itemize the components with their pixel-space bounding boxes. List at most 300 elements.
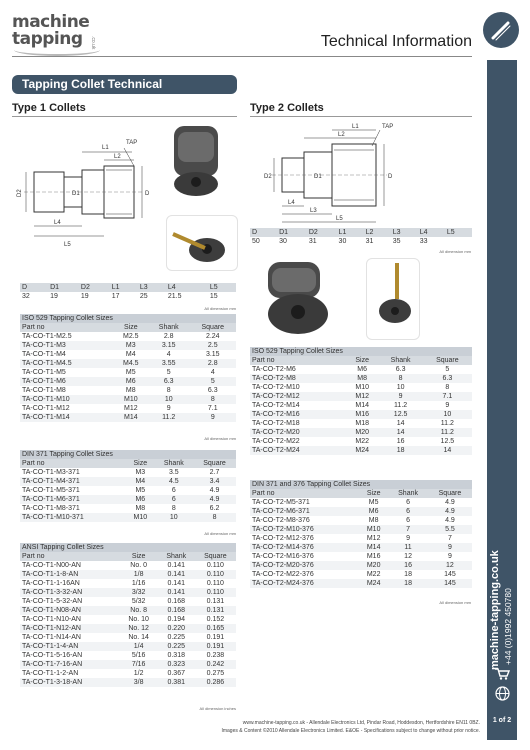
type1-label-l1: L1 bbox=[102, 145, 109, 151]
dims-cell: 19 bbox=[50, 293, 58, 300]
size-cell: 1/4 bbox=[120, 642, 158, 651]
square-cell: 11.2 bbox=[423, 428, 472, 437]
col-shank: Shank bbox=[155, 459, 194, 468]
shank-cell: 8 bbox=[171, 505, 176, 512]
shank-cell: 6 bbox=[155, 495, 194, 504]
square-cell: 5 bbox=[445, 366, 450, 373]
size-cell: M5 bbox=[368, 499, 379, 506]
iso-t2-caption: ISO 529 Tapping Collet Sizes bbox=[250, 347, 472, 356]
table-row bbox=[250, 437, 472, 446]
size-cell: No. 14 bbox=[128, 634, 149, 641]
size-cell: M4.5 bbox=[114, 359, 148, 368]
size-cell: 1/16 bbox=[131, 580, 146, 587]
table-row bbox=[250, 552, 472, 561]
type2-dims-note: All dimension mm bbox=[439, 249, 471, 254]
shank-cell: 4 bbox=[166, 351, 171, 358]
shank-cell: 7 bbox=[388, 525, 428, 534]
shank-cell: 0.220 bbox=[158, 624, 195, 633]
table-row bbox=[250, 507, 472, 516]
dims-col: D1 bbox=[277, 228, 307, 237]
square-cell: 4.9 bbox=[445, 517, 455, 524]
size-cell: M18 bbox=[355, 420, 369, 427]
table-row bbox=[20, 579, 236, 588]
table-row bbox=[250, 419, 472, 428]
dims-cell: 15 bbox=[209, 293, 218, 300]
square-cell: 0.165 bbox=[195, 624, 236, 633]
size-cell: M10 bbox=[355, 384, 369, 391]
shank-cell: 8 bbox=[379, 374, 423, 383]
square-cell: 7.1 bbox=[207, 405, 218, 412]
size-cell: M12 bbox=[123, 405, 138, 412]
dims-col: L2 bbox=[364, 228, 391, 237]
table-row bbox=[250, 365, 472, 374]
type1-label-l2: L2 bbox=[114, 154, 121, 160]
type1-dims-table bbox=[20, 283, 236, 301]
dims-col: L1 bbox=[337, 228, 364, 237]
part-no-cell: TA-CO-T1-N08-AN bbox=[20, 606, 120, 615]
square-cell: 0.238 bbox=[206, 652, 225, 659]
shank-cell: 0.141 bbox=[167, 580, 185, 587]
size-cell: No. 12 bbox=[120, 624, 158, 633]
size-cell: M2.5 bbox=[123, 333, 139, 340]
dims-cell: 17 bbox=[111, 293, 120, 300]
page-title: Technical Information bbox=[320, 33, 472, 50]
size-cell: M8 bbox=[135, 505, 146, 512]
dims-cell: 32 bbox=[22, 293, 30, 300]
square-cell: 8 bbox=[445, 384, 450, 391]
type2-label-d2: D2 bbox=[264, 174, 272, 180]
shank-cell: 11.2 bbox=[148, 413, 190, 422]
iso-t1-body bbox=[20, 332, 236, 422]
logo-sup: .co.uk bbox=[90, 36, 96, 50]
size-cell: 5/16 bbox=[131, 652, 146, 659]
dims-col: D1 bbox=[48, 283, 79, 292]
part-no-cell: TA-CO-T2-M14 bbox=[252, 402, 300, 409]
table-row bbox=[20, 570, 236, 579]
size-cell: M10 bbox=[126, 513, 154, 522]
ansi-t1-caption: ANSI Tapping Collet Sizes bbox=[20, 543, 236, 552]
shank-cell: 6 bbox=[406, 499, 411, 506]
square-cell: 2.24 bbox=[205, 333, 220, 340]
square-cell: 0.191 bbox=[195, 642, 236, 651]
din-t1-caption: DIN 371 Tapping Collet Sizes bbox=[20, 450, 236, 459]
col-shank: Shank bbox=[148, 323, 190, 332]
col-part: Part no bbox=[20, 552, 120, 561]
col-part: Part no bbox=[20, 323, 114, 332]
type2-dims-table bbox=[250, 228, 472, 246]
col-size: Size bbox=[126, 459, 154, 468]
shank-cell: 12.5 bbox=[379, 410, 423, 419]
dims-cell: 35 bbox=[392, 238, 401, 245]
square-cell: 0.242 bbox=[195, 660, 236, 669]
part-no-cell: TA-CO-T1-M3 bbox=[20, 341, 114, 350]
size-cell: M10 bbox=[114, 395, 148, 404]
size-cell: No. 10 bbox=[128, 616, 149, 623]
square-cell: 2.7 bbox=[209, 469, 220, 476]
din-t2-note: All dimension mm bbox=[439, 600, 471, 605]
square-cell: 0.152 bbox=[206, 616, 225, 623]
size-cell: 3/32 bbox=[120, 588, 158, 597]
square-cell: 0.131 bbox=[195, 606, 236, 615]
type2-collet-tap-photo bbox=[366, 258, 420, 340]
size-cell: 1/8 bbox=[120, 570, 158, 579]
size-cell: M14 bbox=[359, 543, 388, 552]
type2-label-l4: L4 bbox=[288, 200, 295, 206]
shank-cell: 11.2 bbox=[394, 402, 408, 409]
shank-cell: 0.318 bbox=[167, 652, 185, 659]
type2-label-l3: L3 bbox=[310, 208, 317, 214]
size-cell: 7/16 bbox=[120, 660, 158, 669]
table-row bbox=[20, 642, 236, 651]
table-row bbox=[250, 410, 472, 419]
square-cell: 2.8 bbox=[190, 359, 236, 368]
shank-cell: 12 bbox=[404, 553, 412, 560]
square-cell: 14 bbox=[423, 446, 472, 455]
table-row bbox=[20, 606, 236, 615]
table-row bbox=[20, 468, 236, 477]
size-cell: M10 bbox=[359, 525, 388, 534]
part-no-cell: TA-CO-T2-M12 bbox=[250, 392, 346, 401]
table-row bbox=[20, 651, 236, 660]
part-no-cell: TA-CO-T1-M10-371 bbox=[20, 513, 126, 522]
shank-cell: 0.141 bbox=[167, 562, 185, 569]
square-cell: 8 bbox=[193, 513, 236, 522]
type2-label-tap: TAP bbox=[382, 124, 394, 130]
dims-cell: 21.5 bbox=[167, 293, 182, 300]
type2-label-l2: L2 bbox=[338, 132, 345, 138]
shank-cell: 8 bbox=[166, 387, 171, 394]
din-t2-body bbox=[250, 498, 472, 588]
part-no-cell: TA-CO-T2-M24 bbox=[250, 446, 346, 455]
table-row bbox=[250, 374, 472, 383]
type2-label-d: D bbox=[388, 174, 393, 180]
dims-col: L4 bbox=[166, 283, 208, 292]
col-square: Square bbox=[193, 459, 236, 468]
header-rule bbox=[12, 56, 472, 57]
shank-cell: 0.367 bbox=[167, 670, 185, 677]
table-row bbox=[20, 495, 236, 504]
part-no-cell: TA-CO-T1-1-16AN bbox=[22, 580, 80, 587]
square-cell: 5.5 bbox=[428, 525, 472, 534]
shank-cell: 0.225 bbox=[158, 642, 195, 651]
size-cell: M22 bbox=[366, 571, 381, 578]
table-row bbox=[20, 404, 236, 413]
col-square: Square bbox=[423, 356, 472, 365]
square-cell: 6.3 bbox=[423, 374, 472, 383]
table-row bbox=[250, 570, 472, 579]
sidebar-url[interactable]: machine-tapping.co.uk bbox=[489, 550, 501, 670]
part-no-cell: TA-CO-T2-M18 bbox=[252, 420, 300, 427]
table-row bbox=[250, 525, 472, 534]
shank-cell: 14 bbox=[379, 428, 423, 437]
dims-cell: 31 bbox=[308, 238, 317, 245]
square-cell: 7.1 bbox=[423, 392, 472, 401]
type1-dims-row bbox=[20, 292, 236, 301]
size-cell: M14 bbox=[355, 402, 369, 409]
square-cell: 4.9 bbox=[209, 487, 220, 494]
square-cell: 9 bbox=[447, 553, 452, 560]
square-cell: 10 bbox=[423, 410, 472, 419]
size-cell: M6 bbox=[357, 366, 368, 373]
shank-cell: 0.194 bbox=[167, 616, 185, 623]
square-cell: 12.5 bbox=[440, 438, 455, 445]
size-cell: M22 bbox=[355, 438, 369, 445]
part-no-cell: TA-CO-T1-N12-AN bbox=[20, 624, 120, 633]
dims-cell: 33 bbox=[419, 238, 428, 245]
table-row bbox=[20, 359, 236, 368]
col-size: Size bbox=[359, 489, 388, 498]
square-cell: 9 bbox=[428, 543, 472, 552]
square-cell: 7 bbox=[447, 535, 452, 542]
ansi-t1-note: All dimension inches bbox=[199, 706, 236, 711]
shank-cell: 18 bbox=[379, 446, 423, 455]
ansi-t1-table bbox=[20, 543, 236, 687]
size-cell: M24 bbox=[346, 446, 379, 455]
dims-col: L5 bbox=[208, 283, 236, 292]
shank-cell: 18 bbox=[404, 571, 412, 578]
size-cell: M12 bbox=[366, 535, 381, 542]
square-cell: 3.15 bbox=[205, 351, 220, 358]
table-row bbox=[20, 678, 236, 687]
type2-label-d1: D1 bbox=[314, 174, 322, 180]
type2-title: Type 2 Collets bbox=[250, 102, 324, 114]
shank-cell: 10 bbox=[396, 384, 405, 391]
part-no-cell: TA-CO-T1-M5-371 bbox=[22, 487, 80, 494]
size-cell: M6 bbox=[114, 377, 148, 386]
part-no-cell: TA-CO-T1-M6-371 bbox=[20, 495, 126, 504]
square-cell: 11.2 bbox=[440, 420, 454, 427]
section-banner: Tapping Collet Technical bbox=[12, 75, 237, 94]
iso-t1-note: All dimension mm bbox=[204, 436, 236, 441]
part-no-cell: TA-CO-T1-1-2-AN bbox=[22, 670, 79, 677]
part-no-cell: TA-CO-T2-M10 bbox=[252, 384, 300, 391]
size-cell: M6 bbox=[359, 507, 388, 516]
globe-icon bbox=[495, 686, 510, 701]
part-no-cell: TA-CO-T1-M10 bbox=[20, 395, 114, 404]
square-cell: 0.110 bbox=[206, 562, 224, 569]
square-cell: 0.110 bbox=[206, 580, 224, 587]
square-cell: 0.275 bbox=[206, 670, 225, 677]
size-cell: No. 8 bbox=[120, 606, 158, 615]
table-row bbox=[20, 368, 236, 377]
table-row bbox=[20, 477, 236, 486]
table-row bbox=[20, 615, 236, 624]
dims-col: L5 bbox=[445, 228, 472, 237]
part-no-cell: TA-CO-T1-3-32-AN bbox=[20, 588, 120, 597]
part-no-cell: TA-CO-T2-M20 bbox=[250, 428, 346, 437]
table-row bbox=[20, 377, 236, 386]
table-row bbox=[250, 392, 472, 401]
square-cell: 9 bbox=[190, 413, 236, 422]
square-cell: 0.110 bbox=[195, 570, 236, 579]
shank-cell: 10 bbox=[148, 395, 190, 404]
square-cell: 0.110 bbox=[195, 588, 236, 597]
square-cell: 145 bbox=[444, 571, 456, 578]
dims-col: L3 bbox=[138, 283, 166, 292]
shank-cell: 9 bbox=[166, 405, 171, 412]
type1-label-d1: D1 bbox=[72, 191, 80, 197]
square-cell: 6.3 bbox=[207, 387, 218, 394]
table-row bbox=[250, 561, 472, 570]
table-row bbox=[20, 669, 236, 678]
shank-cell: 0.141 bbox=[158, 570, 195, 579]
part-no-cell: TA-CO-T2-M22-376 bbox=[252, 571, 314, 578]
table-row bbox=[250, 383, 472, 392]
size-cell: 3/8 bbox=[120, 678, 158, 687]
table-row bbox=[20, 332, 236, 341]
table-row bbox=[250, 534, 472, 543]
shank-cell: 3.55 bbox=[148, 359, 190, 368]
table-row bbox=[250, 516, 472, 525]
part-no-cell: TA-CO-T1-M3-371 bbox=[22, 469, 80, 476]
shank-cell: 16 bbox=[396, 438, 405, 445]
part-no-cell: TA-CO-T2-M20-376 bbox=[250, 561, 359, 570]
size-cell: M16 bbox=[366, 553, 381, 560]
type1-title: Type 1 Collets bbox=[12, 102, 86, 114]
shank-cell: 0.168 bbox=[158, 606, 195, 615]
type1-collet-photo bbox=[174, 126, 218, 196]
sidebar-phone: +44 (0)1992 450780 bbox=[503, 588, 513, 665]
din-t2-caption: DIN 371 and 376 Tapping Collet Sizes bbox=[250, 480, 472, 489]
type2-rule bbox=[250, 116, 472, 117]
logo-line1: machine bbox=[12, 12, 90, 32]
part-no-cell: TA-CO-T1-M5 bbox=[22, 369, 66, 376]
col-square: Square bbox=[190, 323, 236, 332]
part-no-cell: TA-CO-T2-M24-376 bbox=[250, 579, 359, 588]
table-row bbox=[20, 504, 236, 513]
part-no-cell: TA-CO-T1-5-32-AN bbox=[22, 598, 83, 605]
col-part: Part no bbox=[20, 459, 126, 468]
part-no-cell: TA-CO-T1-M12 bbox=[22, 405, 70, 412]
dims-col: D2 bbox=[307, 228, 337, 237]
size-cell: M6 bbox=[126, 495, 154, 504]
col-part: Part no bbox=[250, 489, 359, 498]
part-no-cell: TA-CO-T2-M6-371 bbox=[250, 507, 359, 516]
size-cell: M24 bbox=[359, 579, 388, 588]
logo bbox=[12, 10, 100, 56]
table-row bbox=[250, 428, 472, 437]
table-row bbox=[20, 561, 236, 570]
shank-cell: 9 bbox=[406, 535, 411, 542]
type2-dims-header bbox=[250, 228, 472, 237]
part-no-cell: TA-CO-T2-M16-376 bbox=[252, 553, 314, 560]
col-size: Size bbox=[120, 552, 158, 561]
dims-cell: 30 bbox=[279, 238, 287, 245]
dims-col: D bbox=[250, 228, 277, 237]
part-no-cell: TA-CO-T2-M10-376 bbox=[250, 525, 359, 534]
square-cell: 145 bbox=[428, 579, 472, 588]
shank-cell: 3.15 bbox=[148, 341, 190, 350]
square-cell: 4.9 bbox=[445, 499, 455, 506]
shank-cell: 10 bbox=[155, 513, 194, 522]
logo-line2: tapping bbox=[12, 29, 83, 49]
col-shank: Shank bbox=[388, 489, 428, 498]
size-cell: M16 bbox=[346, 410, 379, 419]
size-cell: M4 bbox=[125, 351, 136, 358]
part-no-cell: TA-CO-T1-M8-371 bbox=[22, 505, 80, 512]
dims-cell: 19 bbox=[80, 293, 89, 300]
shank-cell: 6.3 bbox=[148, 377, 190, 386]
square-cell: 3.4 bbox=[193, 477, 236, 486]
square-cell: 9 bbox=[445, 402, 450, 409]
table-row bbox=[20, 386, 236, 395]
table-row bbox=[20, 660, 236, 669]
din-t1-note: All dimension mm bbox=[204, 531, 236, 536]
shank-cell: 9 bbox=[379, 392, 423, 401]
part-no-cell: TA-CO-T2-M12-376 bbox=[252, 535, 314, 542]
square-cell: 8 bbox=[190, 395, 236, 404]
table-row bbox=[20, 597, 236, 606]
table-row bbox=[20, 513, 236, 522]
table-row bbox=[250, 543, 472, 552]
shank-cell: 6 bbox=[171, 487, 176, 494]
dims-col: D2 bbox=[79, 283, 110, 292]
size-cell: M8 bbox=[125, 387, 136, 394]
part-no-cell: TA-CO-T2-M14-376 bbox=[250, 543, 359, 552]
col-size: Size bbox=[346, 356, 379, 365]
size-cell: M8 bbox=[368, 517, 379, 524]
pencil-icon bbox=[483, 12, 519, 48]
type1-dims-header bbox=[20, 283, 236, 292]
part-no-cell: TA-CO-T2-M8 bbox=[250, 374, 346, 383]
part-no-cell: TA-CO-T1-M14 bbox=[20, 413, 114, 422]
din-t2-table bbox=[250, 480, 472, 588]
type2-collet-photo bbox=[254, 258, 344, 340]
part-no-cell: TA-CO-T1-3-18-AN bbox=[20, 678, 120, 687]
square-cell: 6.2 bbox=[209, 505, 220, 512]
size-cell: 1/2 bbox=[133, 670, 144, 677]
shank-cell: 11 bbox=[388, 543, 428, 552]
shank-cell: 18 bbox=[388, 579, 428, 588]
iso-t2-table bbox=[250, 347, 472, 455]
square-cell: 12 bbox=[428, 561, 472, 570]
square-cell: 4.9 bbox=[193, 495, 236, 504]
type2-label-l5: L5 bbox=[336, 216, 343, 222]
table-row bbox=[20, 633, 236, 642]
part-no-cell: TA-CO-T1-M4-371 bbox=[20, 477, 126, 486]
size-cell: M14 bbox=[114, 413, 148, 422]
size-cell: M5 bbox=[125, 369, 136, 376]
table-row bbox=[250, 446, 472, 455]
type2-dims-row bbox=[250, 237, 472, 246]
type1-collet-tap-photo bbox=[166, 215, 238, 271]
size-cell: M3 bbox=[114, 341, 148, 350]
dims-col: D bbox=[20, 283, 48, 292]
col-part: Part no bbox=[250, 356, 346, 365]
table-row bbox=[250, 579, 472, 588]
table-row bbox=[20, 350, 236, 359]
table-row bbox=[20, 588, 236, 597]
cart-icon bbox=[494, 667, 510, 679]
size-cell: M4 bbox=[126, 477, 154, 486]
col-shank: Shank bbox=[379, 356, 423, 365]
size-cell: M5 bbox=[135, 487, 146, 494]
shank-cell: 6 bbox=[406, 517, 411, 524]
size-cell: 5/32 bbox=[131, 598, 146, 605]
shank-cell: 3.5 bbox=[168, 469, 179, 476]
part-no-cell: TA-CO-T1-N14-AN bbox=[22, 634, 81, 641]
shank-cell: 4.5 bbox=[155, 477, 194, 486]
size-cell: No. 0 bbox=[130, 562, 147, 569]
dims-cell bbox=[445, 237, 472, 246]
type2-label-l1: L1 bbox=[352, 124, 359, 130]
din-t1-table bbox=[20, 450, 236, 522]
col-square: Square bbox=[428, 489, 472, 498]
col-shank: Shank bbox=[158, 552, 195, 561]
shank-cell: 5 bbox=[166, 369, 171, 376]
table-row bbox=[20, 341, 236, 350]
table-row bbox=[250, 401, 472, 410]
